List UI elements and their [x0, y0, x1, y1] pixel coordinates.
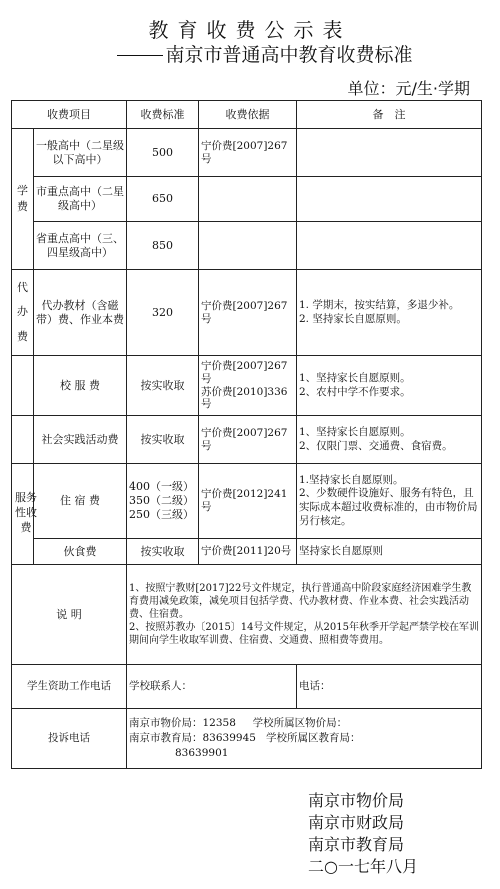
table-header-row: [12, 101, 482, 129]
note-cell: [297, 222, 482, 270]
table-row: [12, 464, 482, 539]
item-cell: 校 服 费: [34, 356, 127, 416]
item-cell: 一般高中（二星级以下高中）: [34, 129, 127, 177]
empty-group-cell: [12, 356, 34, 416]
table-row: [12, 356, 482, 416]
basis-cell: 宁价费[2007]267号 苏价费[2010]336号: [199, 356, 297, 416]
aid-row: [12, 665, 482, 709]
header-basis: 收费依据: [199, 101, 297, 129]
basis-cell: [199, 222, 297, 270]
table-row: [12, 129, 482, 177]
standard-cell: 650: [127, 177, 199, 222]
standard-cell: 按实收取: [127, 416, 199, 464]
document-subtitle: [30, 40, 500, 67]
note-cell: 1.坚持家长自愿原则。 2、少数硬件设施好、服务有特色，且实际成本超过收费标准的，由市物价局另行核定。: [297, 464, 482, 539]
edu-bureau-city-second: 83639901: [175, 747, 229, 760]
aid-phone: 电话：: [297, 665, 482, 709]
price-bureau-city: 南京市物价局：12358: [129, 716, 236, 729]
table-row: [12, 416, 482, 464]
group-agency: 代办费: [12, 270, 34, 356]
document-title: 教育收费公示表: [148, 18, 352, 42]
title-dash: [117, 55, 163, 56]
group-tuition: 学费: [12, 129, 34, 270]
basis-cell: 宁价费[2012]241号: [199, 464, 297, 539]
basis-cell: 宁价费[2007]267号: [199, 129, 297, 177]
note-cell: [297, 129, 482, 177]
price-bureau-district: 学校所属区物价局：: [252, 716, 348, 729]
signature-org-finance: 南京市财政局: [308, 813, 405, 832]
standard-cell: 400（一级） 350（二级） 250（三级）: [127, 464, 199, 539]
aid-label: 学生资助工作电话: [12, 665, 127, 709]
note-cell: 1、坚持家长自愿原则。 2、农村中学不作要求。: [297, 356, 482, 416]
standard-cell: 850: [127, 222, 199, 270]
signature-date: 二○一七年八月: [308, 857, 418, 876]
item-cell: 代办教材（含磁带）费、作业本费: [34, 270, 127, 356]
basis-cell: 宁价费[2011]20号: [199, 539, 297, 565]
subtitle-text: 南京市普通高中教育收费标准: [165, 44, 413, 66]
note-cell: 坚持家长自愿原则: [297, 539, 482, 565]
signature-org-education: 南京市教育局: [308, 835, 405, 854]
explanation-label: 说 明: [12, 565, 127, 665]
item-cell: 省重点高中（三、四星级高中）: [34, 222, 127, 270]
note-cell: 1、坚持家长自愿原则。 2、仅限门票、交通费、食宿费。: [297, 416, 482, 464]
table-row: [12, 270, 482, 356]
signature-block: [308, 790, 418, 878]
unit-label: 单位：元/生·学期: [347, 79, 470, 98]
basis-cell: [199, 177, 297, 222]
item-cell: 市重点高中（二星级高中）: [34, 177, 127, 222]
edu-bureau-city: 南京市教育局：83639945: [129, 731, 256, 744]
standard-cell: 按实收取: [127, 539, 199, 565]
table-row: [12, 222, 482, 270]
basis-cell: 宁价费[2007]267号: [199, 416, 297, 464]
group-service: 服务性收费: [12, 464, 34, 565]
note-cell: 1. 学期末，按实结算，多退少补。 2. 坚持家长自愿原则。: [297, 270, 482, 356]
complaint-row: [12, 709, 482, 769]
edu-bureau-district: 学校所属区教育局：: [265, 731, 361, 744]
standard-cell: 320: [127, 270, 199, 356]
basis-cell: 宁价费[2007]267号: [199, 270, 297, 356]
header-item: 收费项目: [12, 101, 127, 129]
item-cell: 社会实践活动费: [34, 416, 127, 464]
header-note: 备 注: [297, 101, 482, 129]
standard-cell: 500: [127, 129, 199, 177]
fee-table: [11, 100, 482, 769]
signature-org-price: 南京市物价局: [308, 791, 405, 810]
explanation-row: [12, 565, 482, 665]
note-cell: [297, 177, 482, 222]
complaint-phones: [127, 709, 482, 769]
table-row: [12, 177, 482, 222]
complaint-label: 投诉电话: [12, 709, 127, 769]
explanation-text: 1、按照宁教财[2017]22号文件规定，执行普通高中阶段家庭经济困难学生教育费用减免政策，减免项目包括学费、代办教材费、作业本费、社会实践活动费、住宿费。 2、按照苏教办〔2015〕14号文件规定，从2015年秋季开学起严禁学校在军训期间向学生收取军训费、住宿费、交通费、照相费等费用。: [127, 565, 482, 665]
aid-contact: 学校联系人：: [127, 665, 297, 709]
table-row: [12, 539, 482, 565]
empty-group-cell: [12, 416, 34, 464]
item-cell: 伙食费: [34, 539, 127, 565]
header-standard: 收费标准: [127, 101, 199, 129]
item-cell: 住 宿 费: [34, 464, 127, 539]
standard-cell: 按实收取: [127, 356, 199, 416]
